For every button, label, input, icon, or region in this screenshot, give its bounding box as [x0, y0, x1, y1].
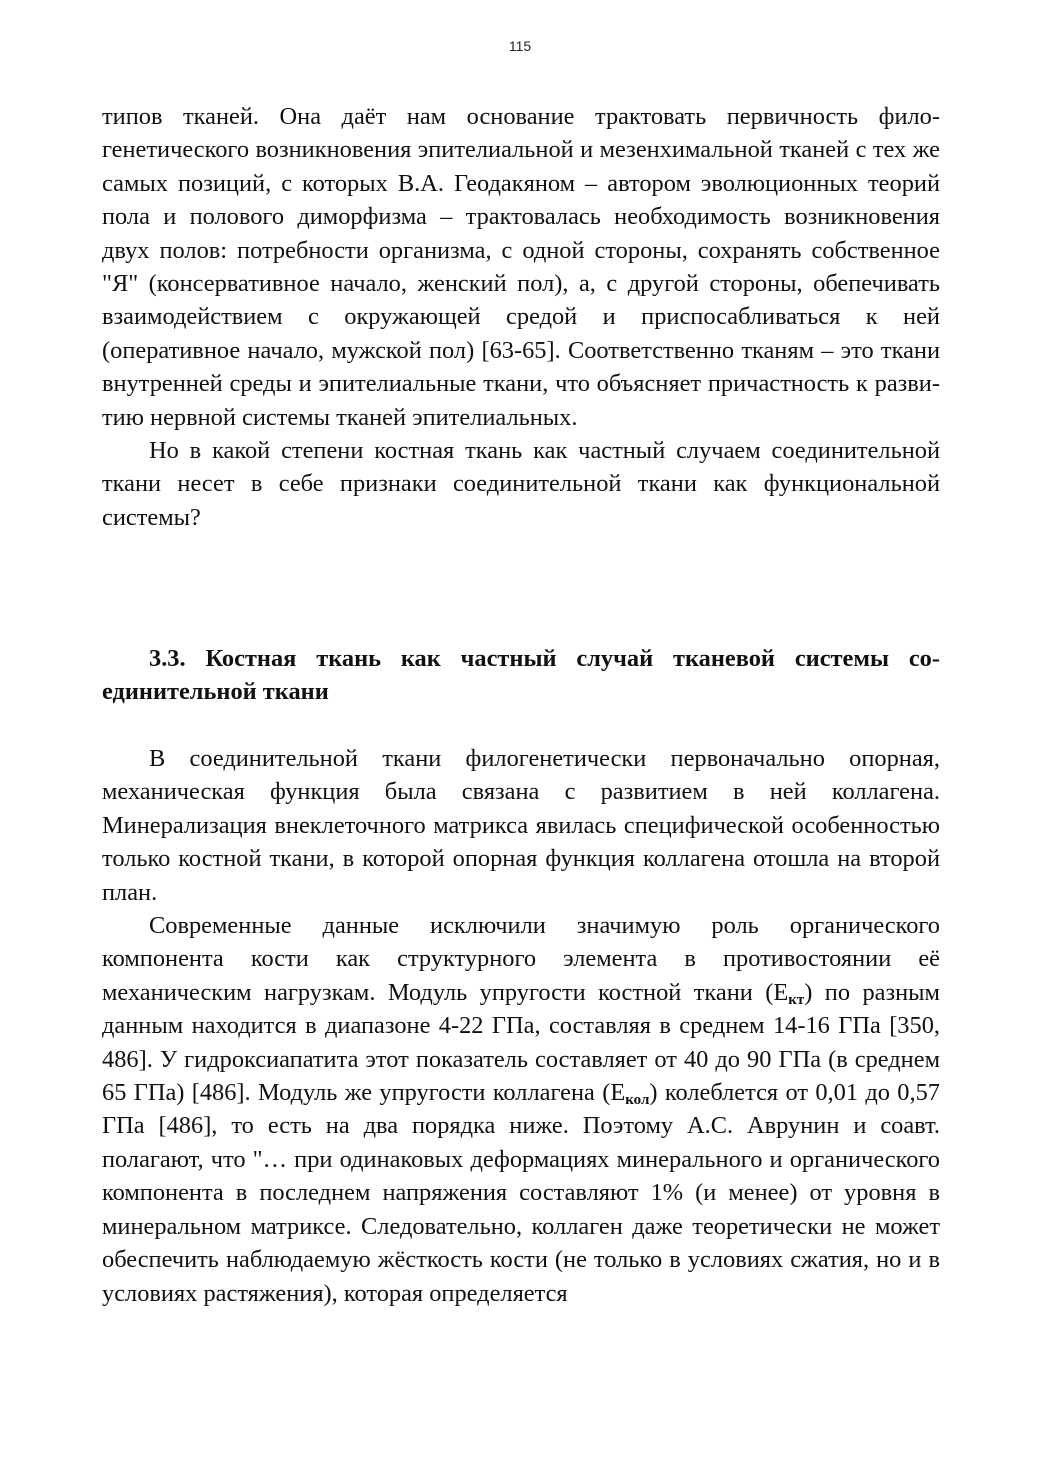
paragraph-modulus: [102, 909, 940, 1310]
text-block-top: [102, 100, 940, 534]
subscript-kt: кт: [788, 991, 805, 1008]
page-number: 115: [508, 38, 532, 54]
modulus-text-1: Современные данные исключили значимую роль органического компонента кости как структурного элемента в противостоянии её механическим нагрузкам. Модуль упругости костной ткани (E: [102, 912, 940, 1006]
paragraph-continuation: типов тканей. Она даёт нам основание трактовать первичность филогенетического возникновения эпителиальной и мезенхимальной тканей с тех же самых позиций, с которых В.А. Геодакяном – автором эволюционных теорий пола и полового диморфизма – трактовалась необходимость возникновения двух полов: потребности организма, с одной стороны, сохранять собственное "Я" (консервативное начало, женский пол), а, с другой стороны, обепечивать взаимодействием с окружающей средой и приспосабливаться к ней (оперативное начало, мужской пол) [63-65]. Соответственно тканям – это ткани внутренней среды и эпителиальные ткани, что объясняет причастность к развитию нервной системы тканей эпителиальных.: [102, 103, 940, 431]
paragraph-collagen: В соединительной ткани филогенетически первоначально опорная, механическая функция была связана с развитием в ней коллагена. Минерализация внеклеточного матрикса явилась специфической особенностью только костной ткани, в которой опорная функция коллагена отошла на второй план.: [102, 745, 940, 906]
text-block-bottom: [102, 742, 940, 1310]
modulus-text-2: ) по разным данным находится в диапазоне 4-22 ГПа, составляя в среднем 14-16 ГПа [350, 486]. У гидроксиапатита этот показатель составляет от 40 до 90 ГПа (в среднем 65 ГПа) [486]. Модуль же упругости коллагена (E: [102, 978, 940, 1107]
modulus-text-3: ) колеблется от 0,01 до 0,57 ГПа [486], то есть на два порядка ниже. Поэтому А.С. Аврунин и соавт. полагают, что "… при одинаковых деформациях минерального и органического компонента в последнем напряжения составляют 1% (и менее) от уровня в минеральном матриксе. Следовательно, коллаген даже теоретически не может обеспечить наблюдаемую жёсткость кости (не только в условиях сжатия, но и в условиях растяжения), которая определяется: [102, 1079, 940, 1307]
section-heading: 3.3. Костная ткань как частный случай тканевой системы соединительной ткани: [102, 645, 940, 706]
subscript-kol: кол: [625, 1092, 650, 1109]
section-heading-block: [102, 642, 940, 709]
paragraph-question: Но в какой степени костная ткань как частный случаем соединительной ткани несет в себе признаки соединительной ткани как функциональной системы?: [102, 437, 940, 531]
